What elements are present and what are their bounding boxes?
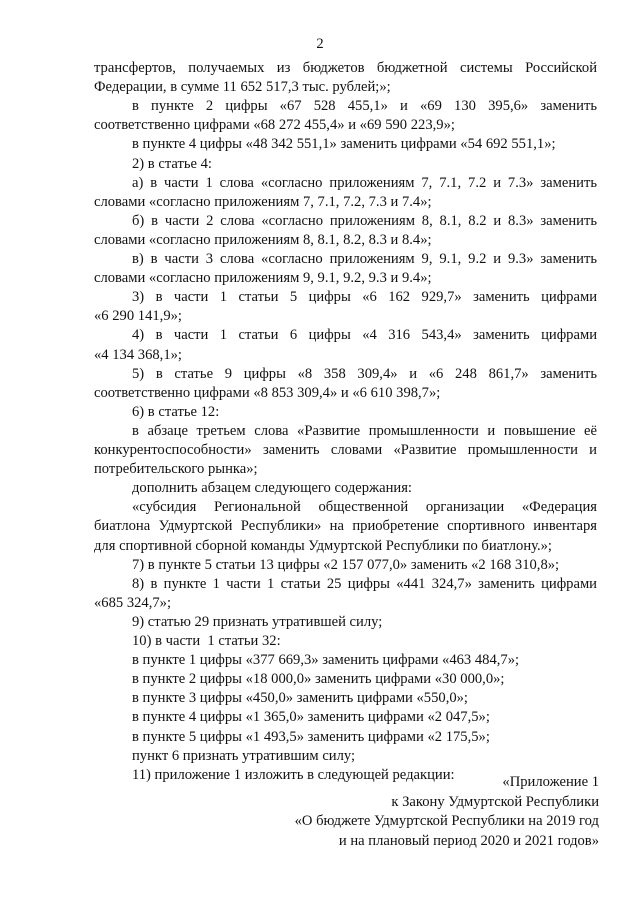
text-line: 9) статью 29 признать утратившей силу; bbox=[132, 613, 383, 630]
text-line: «6 290 141,9»; bbox=[94, 308, 182, 325]
text-line: потребительского рынка»; bbox=[94, 461, 258, 478]
text-line: в пункте 2 цифры «18 000,0» заменить цифрами «30 000,0»; bbox=[132, 671, 505, 688]
text-line: 2) в статье 4: bbox=[132, 155, 212, 172]
text-line: соответственно цифрами «68 272 455,4» и «69 590 223,9»; bbox=[94, 117, 455, 134]
appendix-line: к Закону Удмуртской Республики bbox=[391, 793, 599, 810]
text-line: пункт 6 признать утратившим силу; bbox=[132, 747, 356, 764]
appendix-heading bbox=[295, 773, 599, 851]
text-line: биатлона Удмуртской Республики» на приобретение спортивного инвентаря bbox=[94, 518, 597, 535]
text-line: в абзаце третьем слова «Развитие промышленности и повышение её bbox=[132, 422, 597, 439]
text-line: Федерации, в сумме 11 652 517,3 тыс. рублей;»; bbox=[94, 79, 391, 96]
text-line: «4 134 368,1»; bbox=[94, 346, 182, 363]
text-line: 3) в части 1 статьи 5 цифры «6 162 929,7» заменить цифрами bbox=[132, 289, 597, 306]
appendix-line: и на плановый период 2020 и 2021 годов» bbox=[338, 832, 599, 849]
text-line: словами «согласно приложениям 7, 7.1, 7.2, 7.3 и 7.4»; bbox=[94, 193, 432, 210]
text-line: словами «согласно приложениям 9, 9.1, 9.2, 9.3 и 9.4»; bbox=[94, 270, 432, 287]
text-line: 10) в части 1 статьи 32: bbox=[132, 633, 281, 649]
text-line: в пункте 4 цифры «48 342 551,1» заменить цифрами «54 692 551,1»; bbox=[132, 136, 556, 153]
text-line: соответственно цифрами «8 853 309,4» и «6 610 398,7»; bbox=[94, 384, 441, 401]
text-line: б) в части 2 слова «согласно приложениям 8, 8.1, 8.2 и 8.3» заменить bbox=[132, 212, 597, 229]
text-line: конкурентоспособности» заменить словами «Развитие промышленности и bbox=[94, 442, 597, 458]
text-line: в пункте 4 цифры «1 365,0» заменить цифрами «2 047,5»; bbox=[132, 709, 490, 726]
text-line: в пункте 1 цифры «377 669,3» заменить цифрами «463 484,7»; bbox=[132, 652, 520, 669]
text-line: 4) в части 1 статьи 6 цифры «4 316 543,4» заменить цифрами bbox=[132, 327, 597, 344]
text-line: дополнить абзацем следующего содержания: bbox=[132, 480, 412, 497]
text-line: для спортивной сборной команды Удмуртской Республики по биатлону.»; bbox=[94, 537, 552, 554]
page-number: 2 bbox=[316, 36, 324, 52]
text-line: словами «согласно приложениям 8, 8.1, 8.2, 8.3 и 8.4»; bbox=[94, 231, 432, 248]
text-line: «685 324,7»; bbox=[94, 594, 172, 611]
text-line: 6) в статье 12: bbox=[132, 403, 220, 420]
text-line: 8) в пункте 1 части 1 статьи 25 цифры «441 324,7» заменить цифрами bbox=[132, 575, 597, 592]
text-line: в пункте 2 цифры «67 528 455,1» и «69 130 395,6» заменить bbox=[132, 98, 597, 115]
text-line: 7) в пункте 5 статьи 13 цифры «2 157 077,0» заменить «2 168 310,8»; bbox=[132, 556, 560, 573]
text-line: «субсидия Региональной общественной организации «Федерация bbox=[132, 499, 597, 516]
text-line: в пункте 3 цифры «450,0» заменить цифрами «550,0»; bbox=[132, 690, 468, 707]
text-line: в пункте 5 цифры «1 493,5» заменить цифрами «2 175,5»; bbox=[132, 728, 490, 745]
text-line: в) в части 3 слова «согласно приложениям 9, 9.1, 9.2 и 9.3» заменить bbox=[132, 251, 597, 267]
appendix-line: «Приложение 1 bbox=[502, 774, 599, 790]
text-line: трансфертов, получаемых из бюджетов бюджетной системы Российской bbox=[94, 60, 597, 76]
text-line: 11) приложение 1 изложить в следующей редакции: bbox=[132, 766, 455, 783]
text-line: 5) в статье 9 цифры «8 358 309,4» и «6 248 861,7» заменить bbox=[132, 365, 597, 382]
text-line: а) в части 1 слова «согласно приложениям 7, 7.1, 7.2 и 7.3» заменить bbox=[132, 174, 597, 191]
appendix-line: «О бюджете Удмуртской Республики на 2019 год bbox=[294, 813, 599, 829]
